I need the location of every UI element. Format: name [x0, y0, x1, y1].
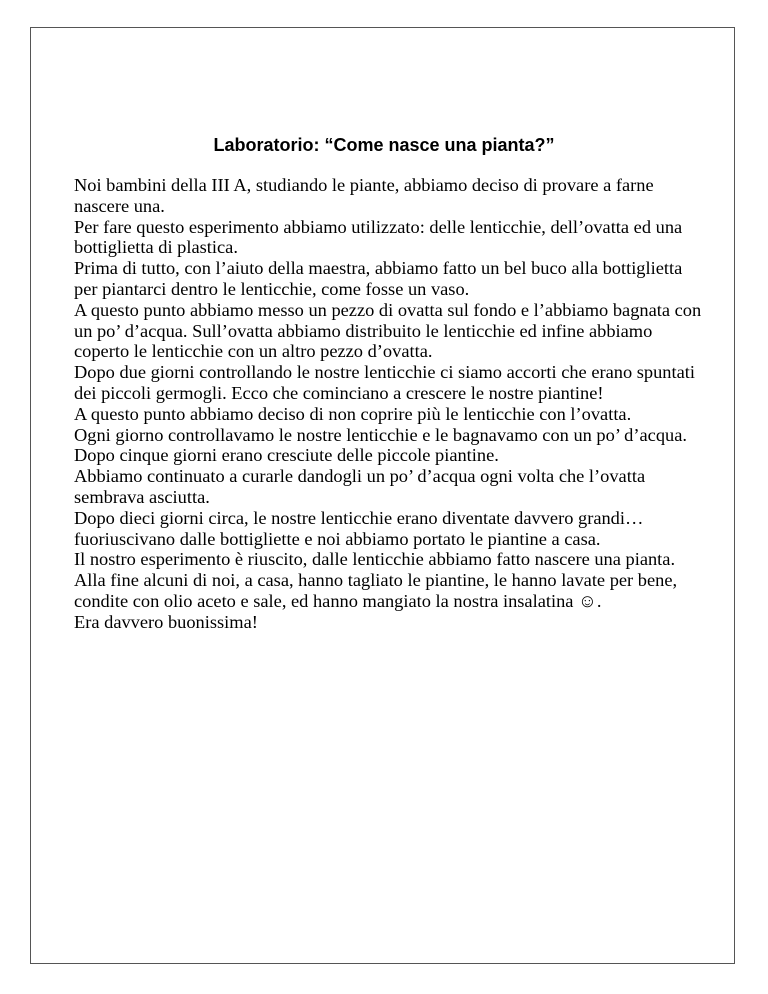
- paragraph-7: Ogni giorno controllavamo le nostre lenticchie e le bagnavamo con un po’ d’acqua.: [74, 424, 687, 445]
- paragraph-1: Noi bambini della III A, studiando le piante, abbiamo deciso di provare a farne nascere una.: [74, 175, 654, 216]
- document-body: [74, 175, 704, 633]
- paragraph-2: Per fare questo esperimento abbiamo utilizzato: delle lenticchie, dell’ovatta ed una bottiglietta di plastica.: [74, 216, 683, 258]
- paragraph-11: Il nostro esperimento è riuscito, dalle lenticchie abbiamo fatto nascere una pianta.: [74, 549, 676, 570]
- paragraph-5: Dopo due giorni controllando le nostre lenticchie ci siamo accorti che erano spuntati dei piccoli germogli. Ecco che cominciano a crescere le nostre piantine!: [74, 362, 695, 403]
- paragraph-8: Dopo cinque giorni erano cresciute delle piccole piantine.: [74, 445, 499, 466]
- paragraph-4: A questo punto abbiamo messo un pezzo di ovatta sul fondo e l’abbiamo bagnata con un po’ d’acqua. Sull’ovatta abbiamo distribuito le lenticchie ed infine abbiamo coperto le lenticchie con un altro pezzo d’ovatta.: [74, 299, 702, 362]
- paragraph-12: Alla fine alcuni di noi, a casa, hanno tagliato le piantine, le hanno lavate per bene, condite con olio aceto e sale, ed hanno mangiato la nostra insalatina ☺.: [74, 570, 678, 611]
- paragraph-9: Abbiamo continuato a curarle dandogli un po’ d’acqua ogni volta che l’ovatta sembrava asciutta.: [74, 466, 646, 507]
- document-title: Laboratorio: “Come nasce una pianta?”: [213, 135, 555, 155]
- paragraph-6: A questo punto abbiamo deciso di non coprire più le lenticchie con l’ovatta.: [74, 403, 632, 424]
- paragraph-10: Dopo dieci giorni circa, le nostre lenticchie erano diventate davvero grandi…fuoriuscivano dalle bottigliette e noi abbiamo portato le piantine a casa.: [74, 507, 644, 549]
- paragraph-13: Era davvero buonissima!: [74, 611, 258, 632]
- paragraph-3: Prima di tutto, con l’aiuto della maestra, abbiamo fatto un bel buco alla bottiglietta per piantarci dentro le lenticchie, come fosse un vaso.: [74, 258, 683, 299]
